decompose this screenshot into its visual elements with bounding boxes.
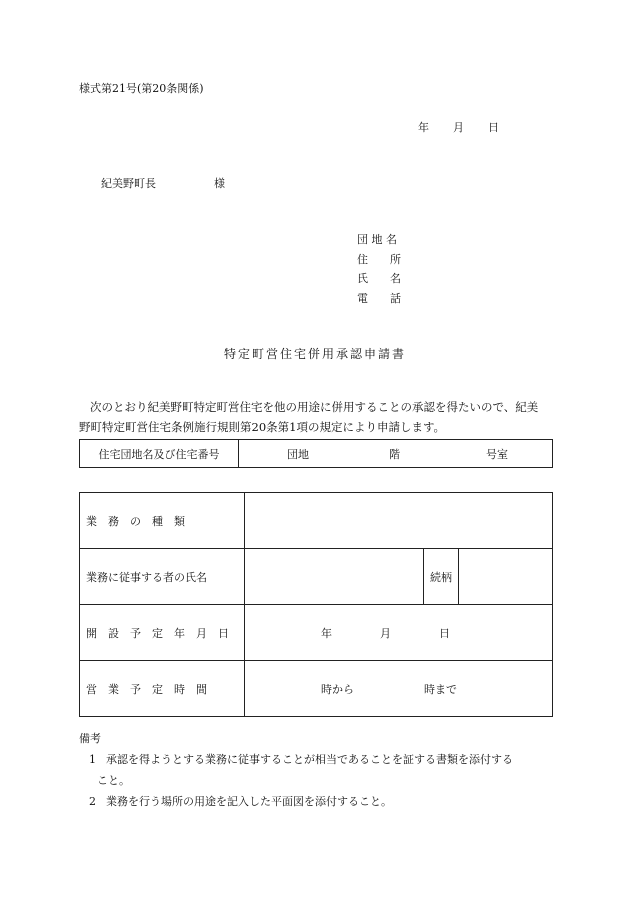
- start-date-label: 開 設 予 定 年 月 日: [80, 605, 245, 661]
- relation-label: 続柄: [424, 549, 459, 605]
- remark-text-1: 承認を得ようとする業務に従事することが相当であることを証する書類を添付する: [106, 753, 513, 766]
- housing-room: 号室: [486, 447, 508, 461]
- remark-num-1: 1: [89, 753, 96, 766]
- hours-label: 営 業 予 定 時 間: [80, 661, 245, 717]
- hours-value[interactable]: [245, 661, 553, 717]
- remark-item-1-cont: こと。: [97, 774, 130, 787]
- form-number: 様式第21号(第20条関係): [79, 82, 204, 95]
- remark-num-2: 2: [89, 795, 96, 808]
- start-date-value[interactable]: [245, 605, 553, 661]
- business-type-value[interactable]: [245, 493, 553, 549]
- addressee: [101, 175, 225, 191]
- remark-text-2: 業務を行う場所の用途を記入した平面図を添付すること。: [106, 795, 392, 808]
- business-type-label: 業 務 の 種 類: [80, 493, 245, 549]
- date-line: [418, 119, 499, 135]
- worker-name-label: 業務に従事する者の氏名: [80, 549, 245, 605]
- hours-to: 時まで: [424, 682, 457, 696]
- applicant-phone-label: 電 話: [357, 291, 401, 305]
- start-date-day: 日: [439, 626, 450, 640]
- start-date-year: 年: [321, 626, 332, 640]
- applicant-danchi-label: 団 地 名: [357, 233, 397, 246]
- worker-name-value[interactable]: [245, 549, 424, 605]
- housing-danchi: 団地: [287, 447, 309, 461]
- statement-line-2: 野町特定町営住宅条例施行規則第20条第1項の規定により申請します。: [79, 420, 446, 434]
- addressee-honorific: 様: [214, 177, 225, 190]
- remarks: [79, 728, 513, 812]
- statement-line-1: 次のとおり紀美野町特定町営住宅を他の用途に併用することの承認を得たいので、紀美: [90, 400, 539, 414]
- date-day: 日: [488, 121, 499, 134]
- applicant-name-label: 氏 名: [357, 272, 401, 285]
- hours-from: 時から: [321, 682, 354, 696]
- housing-floor: 階: [389, 447, 400, 461]
- applicant-fields: [357, 230, 401, 308]
- document-title: 特定町営住宅併用承認申請書: [223, 347, 406, 361]
- application-statement: [79, 397, 549, 437]
- housing-table: [79, 439, 553, 468]
- applicant-address-label: 住 所: [357, 252, 401, 266]
- relation-value[interactable]: [459, 549, 553, 605]
- remarks-heading: 備考: [79, 732, 101, 745]
- start-date-month: 月: [380, 626, 391, 640]
- detail-table: [79, 492, 553, 717]
- addressee-name: 紀美野町長: [101, 177, 156, 190]
- date-month: 月: [453, 121, 464, 134]
- remark-item-1: [79, 749, 513, 770]
- remark-item-2: [79, 791, 513, 812]
- housing-label: 住宅団地名及び住宅番号: [80, 440, 239, 468]
- housing-value-cell[interactable]: [239, 440, 553, 468]
- date-year: 年: [418, 121, 429, 134]
